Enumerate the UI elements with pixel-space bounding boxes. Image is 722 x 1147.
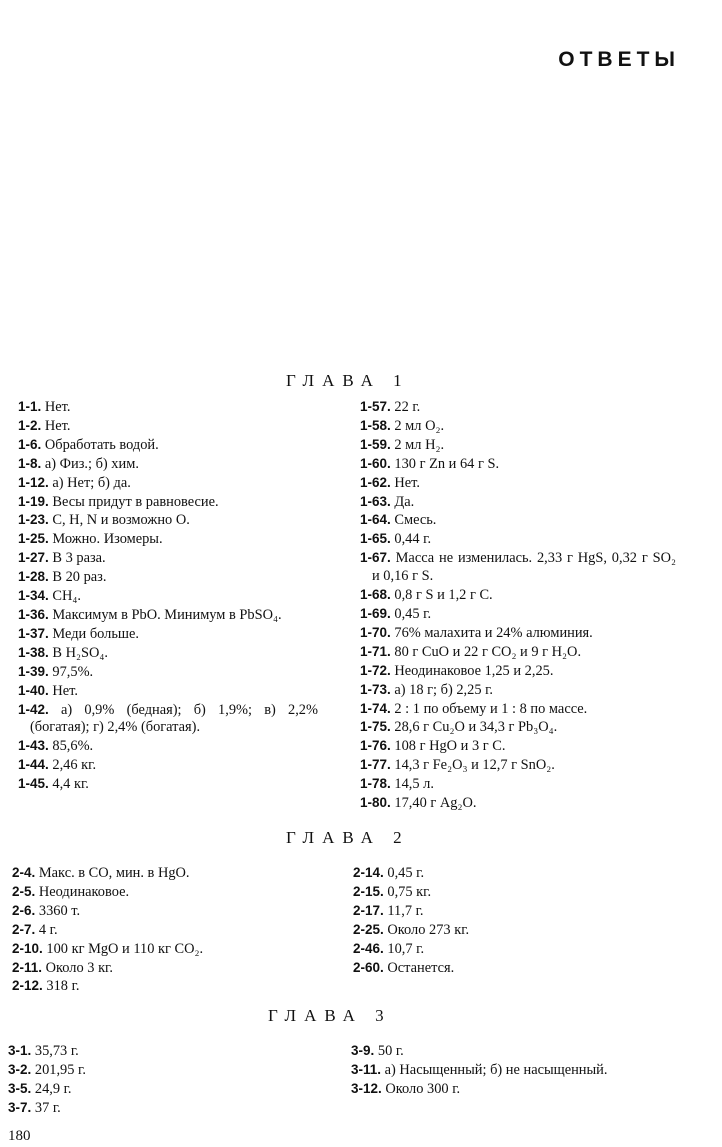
answer-entry xyxy=(360,756,676,775)
answer-text: а) Физ.; б) хим. xyxy=(44,455,139,472)
answer-entry xyxy=(353,921,673,940)
answer-entry xyxy=(18,587,318,606)
answer-text: 3360 т. xyxy=(38,902,81,919)
answer-entry xyxy=(353,864,673,883)
chapter-3-left-column xyxy=(8,1042,328,1118)
answer-text: Нет. xyxy=(52,682,78,699)
answer-entry xyxy=(18,682,318,701)
answer-number: 2-14. xyxy=(353,865,384,880)
answer-number: 1-60. xyxy=(360,455,391,471)
answer-number: 2-60. xyxy=(353,959,384,975)
answer-text: а) Нет; б) да. xyxy=(52,474,131,491)
answer-text: 37 г. xyxy=(34,1099,61,1116)
answer-text: а) 18 г; б) 2,25 г. xyxy=(394,681,494,698)
answer-text: 14,3 г Fe₂O₃ и 12,7 г SnO₂. xyxy=(394,757,555,774)
answer-text: В 3 раза. xyxy=(52,550,106,567)
answer-entry xyxy=(18,756,318,775)
answer-entry xyxy=(351,1061,669,1080)
answer-entry xyxy=(360,474,676,493)
answer-number: 1-45. xyxy=(18,776,49,792)
answer-number: 2-10. xyxy=(12,940,43,956)
answer-entry xyxy=(12,921,332,940)
answer-text: Масса не изменилась. 2,33 г HgS, 0,32 г SO₂ и 0,16 г S. xyxy=(372,550,676,585)
answer-number: 1-65. xyxy=(360,531,391,547)
answer-entry xyxy=(360,662,676,681)
answer-entry xyxy=(18,737,318,756)
answer-entry xyxy=(360,549,676,586)
answer-number: 1-75. xyxy=(360,719,391,735)
chapter-3-right-column xyxy=(351,1042,669,1099)
answer-text: 0,45 г. xyxy=(394,605,432,622)
answer-entry xyxy=(18,625,318,644)
answer-number: 1-12. xyxy=(18,474,49,490)
chapter-2-heading: ГЛАВА 2 xyxy=(286,828,410,847)
answer-text: 2 : 1 по объему и 1 : 8 по массе. xyxy=(394,700,588,717)
answer-number: 2-7. xyxy=(12,921,36,937)
answer-text: 0,75 кг. xyxy=(387,883,432,900)
answer-entry xyxy=(360,398,676,417)
answer-entry xyxy=(18,511,318,530)
answer-number: 3-11. xyxy=(351,1061,382,1077)
answer-number: 1-72. xyxy=(360,662,391,678)
answer-number: 1-80. xyxy=(360,795,391,811)
answer-entry xyxy=(12,864,332,883)
answer-number: 1-77. xyxy=(360,757,391,773)
answer-number: 1-6. xyxy=(18,436,42,452)
answer-number: 1-2. xyxy=(18,417,42,433)
answer-number: 2-12. xyxy=(12,978,43,994)
answer-entry xyxy=(18,568,318,587)
answer-text: 0,44 г. xyxy=(394,531,432,548)
answer-text: Нет. xyxy=(44,399,71,415)
answer-number: 2-6. xyxy=(12,902,36,918)
answer-number: 1-25. xyxy=(18,531,49,547)
chapter-3-heading: ГЛАВА 3 xyxy=(268,1006,392,1025)
answer-number: 3-9. xyxy=(351,1043,375,1058)
answer-entry xyxy=(360,493,676,512)
answer-number: 1-57. xyxy=(360,399,391,414)
answer-text: Весы придут в равновесие. xyxy=(52,493,219,510)
answer-number: 1-68. xyxy=(360,587,391,603)
answer-text: 10,7 г. xyxy=(387,940,425,957)
answer-entry xyxy=(360,417,676,436)
answer-number: 1-39. xyxy=(18,663,49,679)
answer-entry xyxy=(8,1099,328,1118)
answer-entry xyxy=(8,1080,328,1099)
answer-entry xyxy=(360,530,676,549)
answer-entry xyxy=(18,701,318,738)
chapter-1-heading: ГЛАВА 1 xyxy=(286,371,410,390)
answer-entry xyxy=(360,775,676,794)
answer-entry xyxy=(12,902,332,921)
page-number: 180 xyxy=(8,1128,31,1144)
answer-text: 76% малахита и 24% алюминия. xyxy=(394,624,593,641)
answer-text: 35,73 г. xyxy=(34,1043,79,1059)
answer-number: 3-12. xyxy=(351,1080,382,1096)
answer-number: 1-37. xyxy=(18,625,49,641)
answer-text: 0,8 г S и 1,2 г C. xyxy=(394,587,493,604)
answer-text: Макс. в CO, мин. в HgO. xyxy=(38,865,190,881)
answer-text: 85,6%. xyxy=(52,738,94,755)
answer-number: 2-11. xyxy=(12,959,43,975)
answer-entry xyxy=(12,940,332,959)
answer-text: Нет. xyxy=(394,474,420,491)
answer-entry xyxy=(12,883,332,902)
answer-number: 1-76. xyxy=(360,738,391,754)
answer-number: 1-78. xyxy=(360,776,391,792)
answer-text: 318 г. xyxy=(46,978,80,995)
answer-text: Смесь. xyxy=(394,512,437,529)
answer-number: 1-67. xyxy=(360,550,391,566)
answer-text: а) 0,9% (бедная); б) 1,9%; в) 2,2% (богатая); г) 2,4% (богатая). xyxy=(30,701,318,736)
answer-text: CH₄. xyxy=(52,588,81,605)
answer-text: 4 г. xyxy=(38,921,58,938)
answer-number: 2-25. xyxy=(353,921,384,937)
answer-text: 14,5 л. xyxy=(394,776,434,793)
answer-number: 1-42. xyxy=(18,701,49,717)
answer-number: 1-1. xyxy=(18,399,42,414)
answer-text: Неодинаковое. xyxy=(38,883,130,900)
answer-text: Можно. Изомеры. xyxy=(52,531,163,548)
answer-entry xyxy=(360,681,676,700)
answer-number: 2-15. xyxy=(353,883,384,899)
answer-text: 28,6 г Cu₂O и 34,3 г Pb₃O₄. xyxy=(394,719,558,736)
answer-entry xyxy=(353,940,673,959)
answer-entry xyxy=(12,977,332,996)
answer-number: 1-23. xyxy=(18,512,49,528)
answer-entry xyxy=(18,775,318,794)
answer-text: Обработать водой. xyxy=(44,436,159,453)
answer-entry xyxy=(351,1042,669,1061)
answer-text: Меди больше. xyxy=(52,625,139,642)
answer-text: 17,40 г Ag₂O. xyxy=(394,795,477,812)
answer-number: 1-58. xyxy=(360,417,391,433)
answer-number: 1-19. xyxy=(18,493,49,509)
answer-text: 11,7 г. xyxy=(387,902,424,919)
answer-entry xyxy=(360,737,676,756)
answer-text: 50 г. xyxy=(377,1043,404,1059)
answer-entry xyxy=(18,474,318,493)
answer-number: 1-64. xyxy=(360,512,391,528)
answer-entry xyxy=(18,606,318,625)
answer-text: Нет. xyxy=(44,417,71,434)
answer-number: 1-28. xyxy=(18,569,49,585)
answer-number: 3-7. xyxy=(8,1099,32,1115)
answer-entry xyxy=(18,644,318,663)
answer-number: 2-5. xyxy=(12,883,36,899)
chapter-2-left-column xyxy=(12,864,332,996)
answer-entry xyxy=(18,455,318,474)
answer-text: Неодинаковое 1,25 и 2,25. xyxy=(394,662,554,679)
answer-entry xyxy=(353,959,673,978)
answer-number: 1-73. xyxy=(360,681,391,697)
answer-text: 80 г CuO и 22 г CO₂ и 9 г H₂O. xyxy=(394,643,582,660)
answer-entry xyxy=(18,530,318,549)
answer-text: а) Насыщенный; б) не насыщенный. xyxy=(384,1061,608,1078)
answer-number: 1-59. xyxy=(360,436,391,452)
answer-number: 1-43. xyxy=(18,738,49,754)
answer-entry xyxy=(353,883,673,902)
answer-text: Около 3 кг. xyxy=(45,959,113,976)
answer-text: В H₂SO₄. xyxy=(52,644,109,661)
answer-text: В 20 раз. xyxy=(52,569,107,586)
answer-entry xyxy=(360,455,676,474)
answer-number: 1-62. xyxy=(360,474,391,490)
answer-text: 108 г HgO и 3 г C. xyxy=(394,738,506,755)
answer-entry xyxy=(12,959,332,978)
answer-entry xyxy=(360,586,676,605)
answer-text: C, H, N и возможно O. xyxy=(52,512,190,529)
answer-entry xyxy=(18,663,318,682)
answer-entry xyxy=(18,398,318,417)
answer-text: Да. xyxy=(394,493,415,510)
answer-entry xyxy=(18,417,318,436)
answer-text: 24,9 г. xyxy=(34,1080,72,1097)
answer-number: 1-44. xyxy=(18,757,49,773)
answer-number: 2-17. xyxy=(353,902,384,918)
answer-entry xyxy=(353,902,673,921)
answer-number: 3-1. xyxy=(8,1043,32,1058)
answer-number: 1-27. xyxy=(18,550,49,566)
answer-number: 1-40. xyxy=(18,682,49,698)
answer-text: 2 мл O₂. xyxy=(394,417,445,434)
answer-text: Около 300 г. xyxy=(385,1080,461,1097)
answer-text: 97,5%. xyxy=(52,663,94,680)
answer-number: 1-74. xyxy=(360,700,391,716)
answer-number: 3-5. xyxy=(8,1080,32,1096)
answer-text: Останется. xyxy=(387,959,455,976)
answer-number: 3-2. xyxy=(8,1061,32,1077)
answer-number: 1-38. xyxy=(18,644,49,660)
answer-number: 1-71. xyxy=(360,643,391,659)
answer-text: 100 кг MgO и 110 кг CO₂. xyxy=(46,940,204,957)
answer-entry xyxy=(18,436,318,455)
answer-text: 0,45 г. xyxy=(387,865,425,881)
answer-entry xyxy=(8,1061,328,1080)
answer-text: 2,46 кг. xyxy=(52,757,97,774)
answer-text: 4,4 кг. xyxy=(52,776,89,793)
answer-text: 2 мл H₂. xyxy=(394,436,445,453)
answer-entry xyxy=(360,643,676,662)
answer-entry xyxy=(8,1042,328,1061)
answer-entry xyxy=(360,605,676,624)
page-title: ОТВЕТЫ xyxy=(558,48,680,71)
answer-number: 1-69. xyxy=(360,605,391,621)
answer-number: 2-46. xyxy=(353,940,384,956)
chapter-2-right-column xyxy=(353,864,673,977)
answer-entry xyxy=(360,718,676,737)
answer-entry xyxy=(360,794,676,813)
answer-text: Максимум в PbO. Минимум в PbSO₄. xyxy=(52,606,282,623)
answer-entry xyxy=(360,700,676,719)
answer-entry xyxy=(360,436,676,455)
answer-text: 22 г. xyxy=(394,399,421,415)
answer-number: 2-4. xyxy=(12,865,36,880)
answer-entry xyxy=(360,624,676,643)
chapter-1-left-column xyxy=(18,398,318,794)
answer-number: 1-63. xyxy=(360,493,391,509)
answer-text: 130 г Zn и 64 г S. xyxy=(394,455,500,472)
answer-entry xyxy=(351,1080,669,1099)
answer-number: 1-34. xyxy=(18,588,49,604)
answer-entry xyxy=(18,493,318,512)
answer-number: 1-70. xyxy=(360,624,391,640)
answer-text: 201,95 г. xyxy=(34,1061,86,1078)
answer-text: Около 273 кг. xyxy=(387,921,470,938)
answer-entry xyxy=(18,549,318,568)
answer-number: 1-36. xyxy=(18,606,49,622)
chapter-1-right-column xyxy=(360,398,676,813)
answer-number: 1-8. xyxy=(18,455,42,471)
answer-entry xyxy=(360,511,676,530)
